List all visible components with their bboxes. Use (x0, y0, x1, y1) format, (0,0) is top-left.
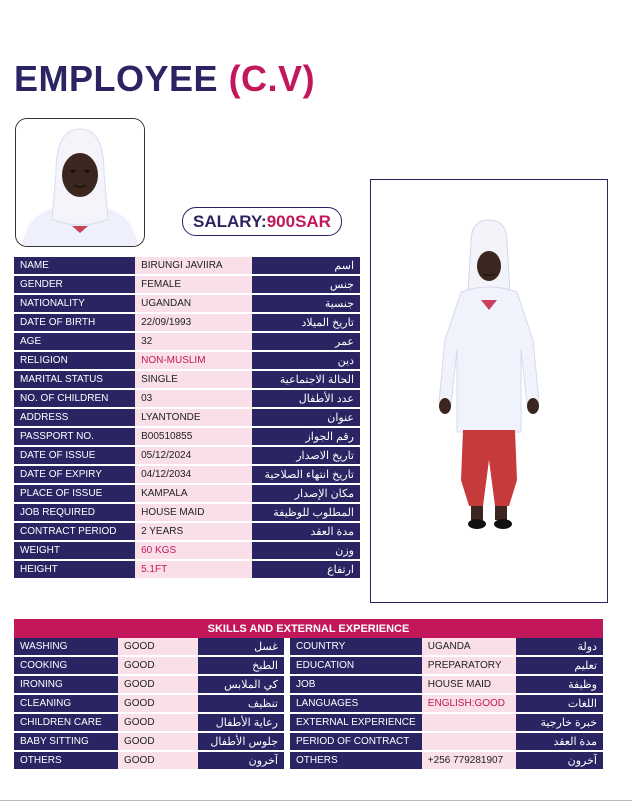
detail-row (14, 314, 360, 331)
row-value: GOOD (118, 695, 198, 712)
detail-row (14, 257, 360, 274)
row-label-arabic: عنوان (252, 409, 360, 426)
row-label-arabic: تاريخ انتهاء الصلاحية (252, 466, 360, 483)
row-value: GOOD (118, 676, 198, 693)
skills-table (14, 636, 284, 771)
title-main: EMPLOYEE (14, 58, 219, 99)
skill-row (14, 657, 284, 674)
salary-value: 900SAR (266, 211, 331, 231)
full-body-photo (370, 179, 608, 603)
experience-row (290, 695, 603, 712)
detail-row (14, 485, 360, 502)
row-label: RELIGION (14, 352, 135, 369)
experience-row (290, 733, 603, 750)
row-value: BIRUNGI JAVIIRA (135, 257, 252, 274)
row-label-arabic: مدة العقد (252, 523, 360, 540)
row-label: IRONING (14, 676, 118, 693)
row-label: PLACE OF ISSUE (14, 485, 135, 502)
experience-row (290, 638, 603, 655)
row-label-arabic: جلوس الأطفال (198, 733, 284, 750)
detail-row (14, 504, 360, 521)
row-value: GOOD (118, 733, 198, 750)
row-label: JOB REQUIRED (14, 504, 135, 521)
detail-row (14, 466, 360, 483)
row-label-arabic: آخرون (516, 752, 603, 769)
row-label-arabic: تاريخ الاصدار (252, 447, 360, 464)
row-label-arabic: تعليم (516, 657, 603, 674)
detail-row (14, 542, 360, 559)
salary-badge (182, 207, 342, 236)
row-label: JOB (290, 676, 422, 693)
row-value: 04/12/2034 (135, 466, 252, 483)
row-value: GOOD (118, 638, 198, 655)
row-value: UGANDA (422, 638, 516, 655)
row-label-arabic: تاريخ الميلاد (252, 314, 360, 331)
row-label: EXTERNAL EXPERIENCE (290, 714, 422, 731)
row-value: 03 (135, 390, 252, 407)
row-label-arabic: وظيفة (516, 676, 603, 693)
row-label-arabic: جنس (252, 276, 360, 293)
row-label: GENDER (14, 276, 135, 293)
divider (0, 800, 632, 801)
row-label-arabic: خبرة خارجية (516, 714, 603, 731)
row-label: DATE OF EXPIRY (14, 466, 135, 483)
row-value: HOUSE MAID (422, 676, 516, 693)
row-label-arabic: الطبخ (198, 657, 284, 674)
row-label-arabic: اللغات (516, 695, 603, 712)
salary-label: SALARY: (193, 211, 267, 231)
row-value: KAMPALA (135, 485, 252, 502)
row-value: 32 (135, 333, 252, 350)
experience-row (290, 657, 603, 674)
row-label-arabic: دين (252, 352, 360, 369)
row-value: B00510855 (135, 428, 252, 445)
detail-row (14, 371, 360, 388)
row-value: 5.1FT (135, 561, 252, 578)
row-value: NON-MUSLIM (135, 352, 252, 369)
row-label-arabic: تنظيف (198, 695, 284, 712)
detail-row (14, 409, 360, 426)
row-label-arabic: مكان الإصدار (252, 485, 360, 502)
row-label: PASSPORT NO. (14, 428, 135, 445)
skill-row (14, 676, 284, 693)
row-label-arabic: وزن (252, 542, 360, 559)
row-label: WASHING (14, 638, 118, 655)
detail-row (14, 561, 360, 578)
row-label: NO. OF CHILDREN (14, 390, 135, 407)
row-label-arabic: الحالة الاجتماعية (252, 371, 360, 388)
row-label-arabic: غسل (198, 638, 284, 655)
row-value: GOOD (118, 752, 198, 769)
row-label: CONTRACT PERIOD (14, 523, 135, 540)
experience-row (290, 714, 603, 731)
page-title (14, 58, 315, 100)
row-value: 60 KGS (135, 542, 252, 559)
skill-row (14, 638, 284, 655)
row-label: NAME (14, 257, 135, 274)
row-label: WEIGHT (14, 542, 135, 559)
row-label: COUNTRY (290, 638, 422, 655)
row-label-arabic: ارتفاع (252, 561, 360, 578)
row-label: ADDRESS (14, 409, 135, 426)
row-label: OTHERS (14, 752, 118, 769)
row-label: OTHERS (290, 752, 422, 769)
detail-row (14, 390, 360, 407)
row-value: 05/12/2024 (135, 447, 252, 464)
row-value (422, 714, 516, 731)
row-value: PREPARATORY (422, 657, 516, 674)
row-label-arabic: المطلوب للوظيفة (252, 504, 360, 521)
row-label: MARITAL STATUS (14, 371, 135, 388)
detail-row (14, 447, 360, 464)
row-value: FEMALE (135, 276, 252, 293)
row-value (422, 733, 516, 750)
detail-row (14, 523, 360, 540)
row-label-arabic: آخرون (198, 752, 284, 769)
row-label-arabic: كي الملابس (198, 676, 284, 693)
row-value: GOOD (118, 714, 198, 731)
title-cv: (C.V) (228, 58, 316, 99)
row-label-arabic: دولة (516, 638, 603, 655)
row-label: BABY SITTING (14, 733, 118, 750)
row-label: DATE OF ISSUE (14, 447, 135, 464)
row-value: ENGLISH:GOOD (422, 695, 516, 712)
row-value: 2 YEARS (135, 523, 252, 540)
row-value: 22/09/1993 (135, 314, 252, 331)
row-label: CHILDREN CARE (14, 714, 118, 731)
row-label: DATE OF BIRTH (14, 314, 135, 331)
row-label: CLEANING (14, 695, 118, 712)
row-label: EDUCATION (290, 657, 422, 674)
row-label: COOKING (14, 657, 118, 674)
row-value: +256 779281907 (422, 752, 516, 769)
row-value: SINGLE (135, 371, 252, 388)
skill-row (14, 695, 284, 712)
row-label: LANGUAGES (290, 695, 422, 712)
portrait-photo (15, 118, 145, 247)
skill-row (14, 714, 284, 731)
detail-row (14, 276, 360, 293)
row-label-arabic: جنسية (252, 295, 360, 312)
row-label: HEIGHT (14, 561, 135, 578)
row-label-arabic: عدد الأطفال (252, 390, 360, 407)
skill-row (14, 733, 284, 750)
experience-row (290, 752, 603, 769)
details-table (14, 255, 360, 580)
row-label: AGE (14, 333, 135, 350)
skill-row (14, 752, 284, 769)
row-label-arabic: مدة العقد (516, 733, 603, 750)
row-value: HOUSE MAID (135, 504, 252, 521)
row-label-arabic: رعاية الأطفال (198, 714, 284, 731)
row-label-arabic: رقم الجواز (252, 428, 360, 445)
row-label: NATIONALITY (14, 295, 135, 312)
row-label-arabic: عمر (252, 333, 360, 350)
detail-row (14, 295, 360, 312)
detail-row (14, 352, 360, 369)
external-experience-table (290, 636, 603, 771)
row-label-arabic: اسم (252, 257, 360, 274)
row-value: LYANTONDE (135, 409, 252, 426)
row-value: UGANDAN (135, 295, 252, 312)
detail-row (14, 333, 360, 350)
row-value: GOOD (118, 657, 198, 674)
experience-row (290, 676, 603, 693)
detail-row (14, 428, 360, 445)
row-label: PERIOD OF CONTRACT (290, 733, 422, 750)
skills-header: SKILLS AND EXTERNAL EXPERIENCE (14, 619, 603, 638)
